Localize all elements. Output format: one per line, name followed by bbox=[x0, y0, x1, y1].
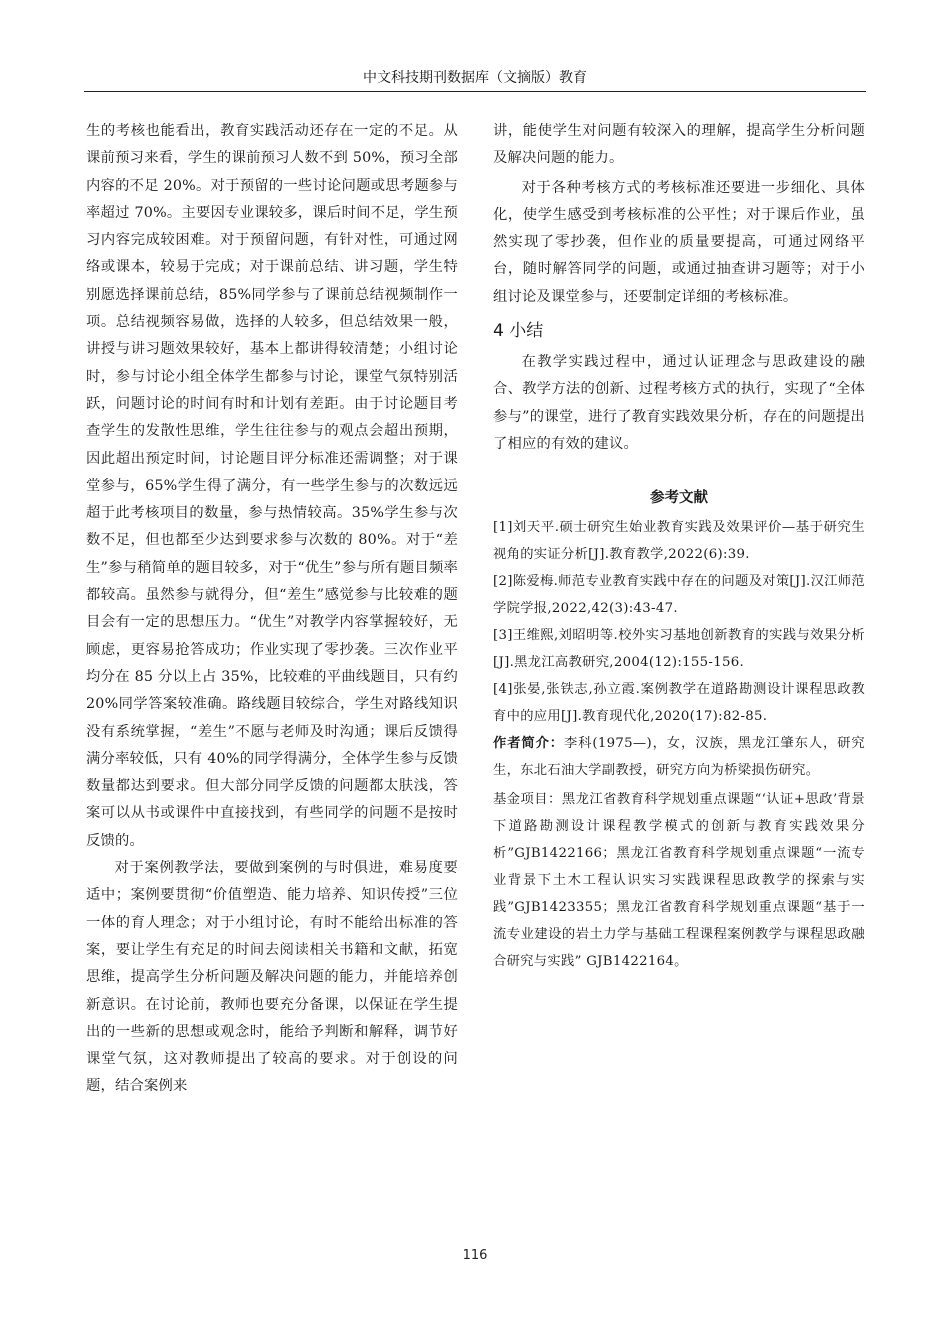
reference-item: [3]王维熙,刘昭明等.校外实习基地创新教育的实践与效果分析[J].黑龙江高教研究,2004(12):155-156. bbox=[493, 628, 865, 671]
page-number: 116 bbox=[462, 1248, 488, 1263]
reference-item: [4]张晏,张铁志,孙立霞.案例教学在道路勘测设计课程思政教育中的应用[J].教育现代化,2020(17):82-85. bbox=[493, 682, 865, 725]
reference-item: [1]刘天平.硕士研究生始业教育实践及效果评价—基于研究生视角的实证分析[J].教育教学,2022(6):39. bbox=[493, 520, 865, 563]
reference-item: [2]陈爱梅.师范专业教育实践中存在的问题及对策[J].汉江师范学院学报,2022,42(3):43-47. bbox=[493, 574, 865, 617]
body-paragraph: 讲，能使学生对问题有较深入的理解，提高学生分析问题及解决问题的能力。 bbox=[493, 123, 865, 167]
running-header: 中文科技期刊数据库（文摘版）教育 bbox=[363, 70, 587, 86]
body-paragraph: 生的考核也能看出，教育实践活动还存在一定的不足。从课前预习来看，学生的课前预习人数不到 50%，预习全部内容的不足 20%。对于预留的一些讨论问题或思考题参与率超过 70%。主要因专业课较多，课后时间不足，学生预习内容完成较困难。对于预留问题，有针对性，可通过网络或课本，较易于完成；对于课前总结、讲习题，学生特别愿选择课前总结，85%同学参与了课前总结视频制作一项。总结视频容易做，选择的人较多，但总结效果一般，讲授与讲习题效果较好，基本上都讲得较清楚；小组讨论时，参与讨论小组全体学生都参与讨论，课堂气氛特别活跃，问题讨论的时间有时和计划有差距。由于讨论题目考查学生的发散性思维，学生往往参与的观点会超出预期，因此超出预定时间，讨论题目评分标准还需调整；对于课堂参与，65%学生得了满分，有一些学生参与的次数远远超于此考核项目的数量，参与热情较高。35%学生参与次数不足，但也都至少达到要求参与次数的 80%。对于“差生”参与稍简单的题目较多，对于“优生”参与所有题目频率都较高。虽然参与就得分，但“差生”感觉参与比较难的题目会有一定的思想压力。“优生”对教学内容掌握较好，无顾虑，更容易抢答成功；作业实现了零抄袭。三次作业平均分在 85 分以上占 35%，比较难的平曲线题目，只有约 20%同学答案较准确。路线题目较综合，学生对路线知识没有系统掌握，“差生”不愿与老师及时沟通；课后反馈得满分率较低，只有 40%的同学得满分，全体学生参与反馈数量都达到要求。但大部分同学反馈的问题都太肤浅，答案可以从书或课件中直接找到，有些同学的问题不是按时反馈的。 bbox=[86, 123, 458, 849]
body-paragraph: 对于各种考核方式的考核标准还要进一步细化、具体化，使学生感受到考核标准的公平性；对于课后作业，虽然实现了零抄袭，但作业的质量要提高，可通过网络平台，随时解答同学的问题，或通过抽查讲习题等；对于小组讨论及课堂参与，还要制定详细的考核标准。 bbox=[493, 179, 865, 305]
author-text: 李科(1975—)，女，汉族，黑龙江肇东人，研究生，东北石油大学副教授，研究方向为桥梁损伤研究。 bbox=[493, 736, 865, 779]
author-label: 作者简介： bbox=[493, 736, 564, 752]
body-paragraph: 对于案例教学法，要做到案例的与时俱进，难易度要适中；案例要贯彻“价值塑造、能力培养、知识传授”三位一体的育人理念；对于小组讨论，有时不能给出标准的答案，要让学生有充足的时间去阅读相关书籍和文献，拓宽思维，提高学生分析问题及解决问题的能力，并能培养创新意识。在讨论前，教师也要充分备课，以保证在学生提出的一些新的思想或观念时，能给予判断和解释，调节好课堂气氛，这对教师提出了较高的要求。对于创设的问题，结合案例来 bbox=[86, 860, 458, 1095]
fund-info: 基金项目：黑龙江省教育科学规划重点课题“‘认证+思政’背景下道路勘测设计课程教学模式的创新与教育实践效果分析”GJB1422166；黑龙江省教育科学规划重点课题“一流专业背景下土木工程认识实习实践课程思政教学的探索与实践”GJB1423355；黑龙江省教育科学规划重点课题“基于一流专业建设的岩土力学与基础工程课程案例教学与课程思政融合研究与实践” GJB1422164。 bbox=[493, 792, 865, 970]
section-title: 4 小结 bbox=[493, 321, 544, 342]
right-column bbox=[493, 118, 865, 975]
references-heading: 参考文献 bbox=[650, 490, 708, 507]
author-bio bbox=[493, 730, 865, 784]
left-column bbox=[86, 118, 458, 1101]
body-paragraph: 在教学实践过程中，通过认证理念与思政建设的融合、教学方法的创新、过程考核方式的执行，实现了“全体参与”的课堂，进行了教育实践效果分析，存在的问题提出了相应的有效的建议。 bbox=[493, 354, 865, 452]
header-rule bbox=[84, 91, 866, 92]
